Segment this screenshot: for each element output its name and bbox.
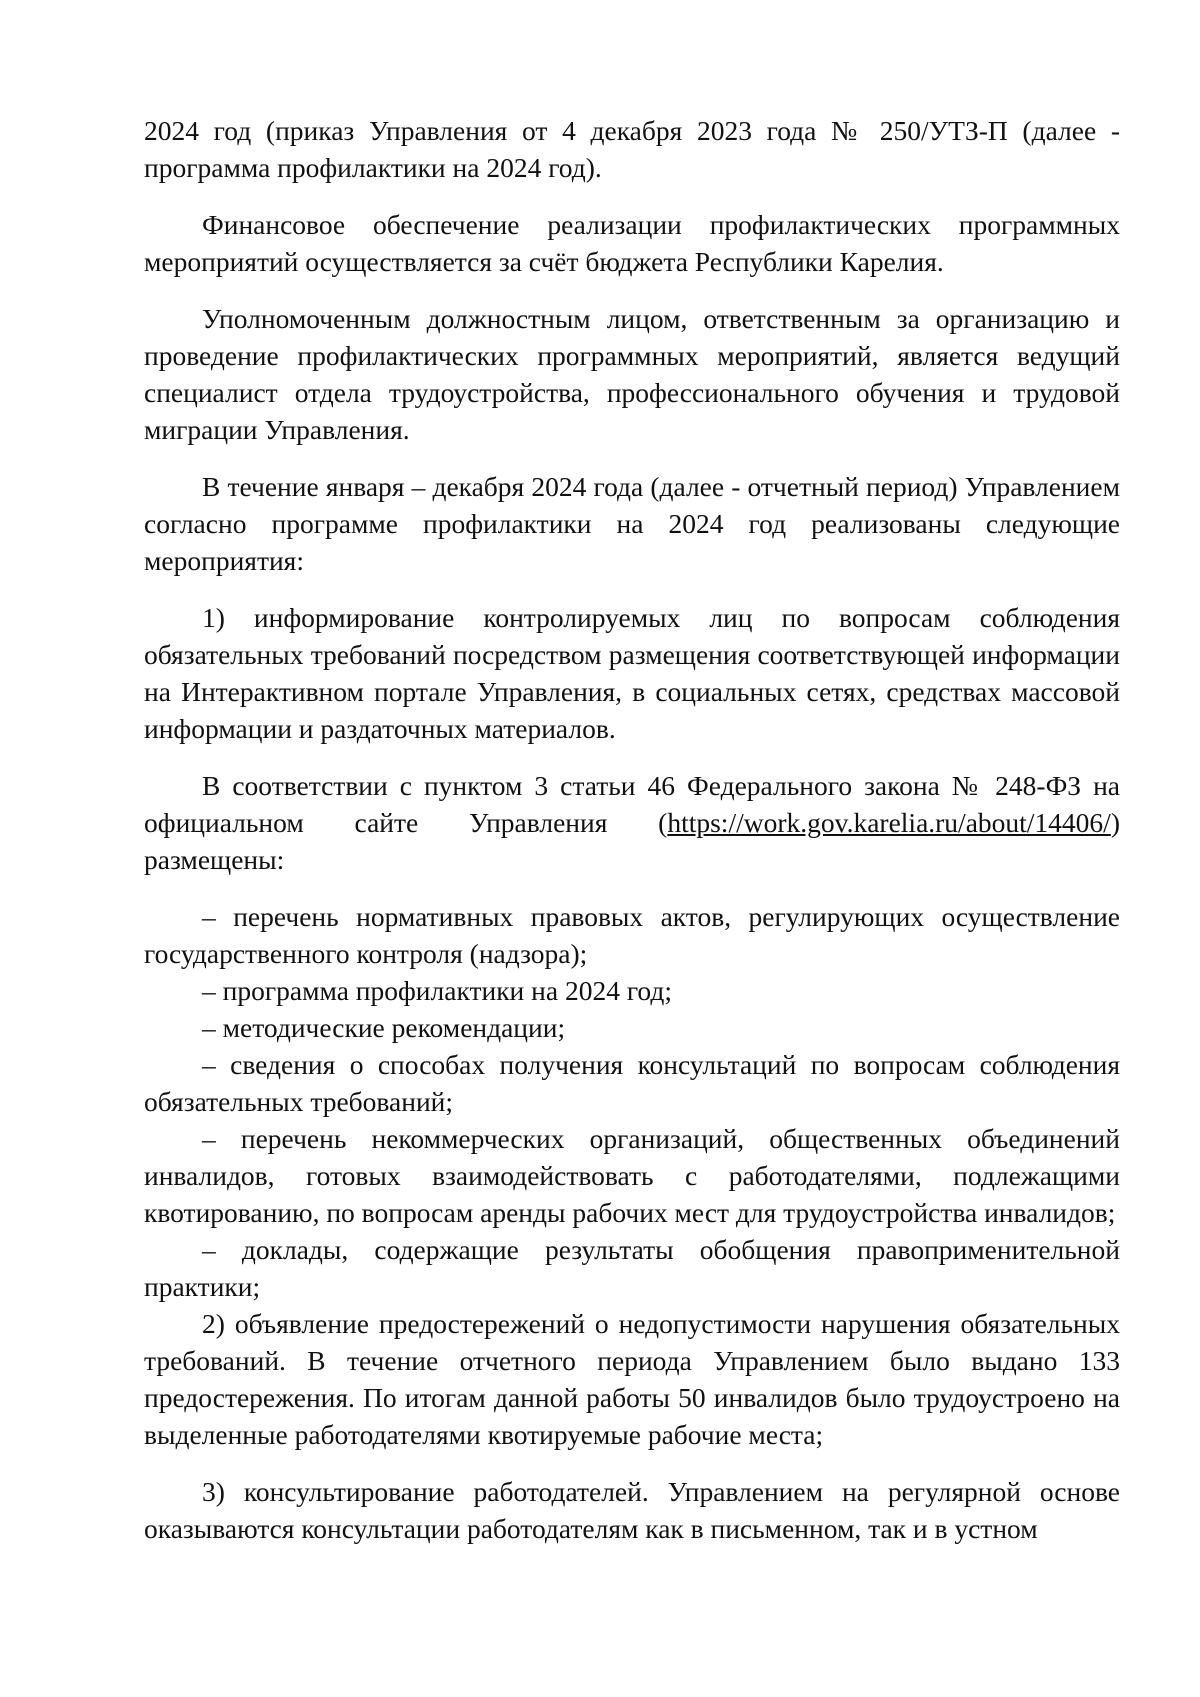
list-item: – программа профилактики на 2024 год; xyxy=(202,975,672,1006)
list-item: – перечень некоммерческих организаций, общественных объединений инвалидов, готовых взаимодействовать с работодателями, подлежащими квотированию, по вопросам аренды рабочих мест для трудоустройства инвалидов; xyxy=(144,1123,1120,1228)
paragraph-item-informing: 1) информирование контролируемых лиц по вопросам соблюдения обязательных требований посредством размещения соответствующей информации на Интерактивном портале Управления, в социальных сетях, средствах массовой информации и раздаточных материалов. xyxy=(144,602,1120,744)
paragraph-item-consulting: 3) консультирование работодателей. Управлением на регулярной основе оказываются консультации работодателям как в письменном, так и в устном xyxy=(144,1476,1120,1544)
list-item: – перечень нормативных правовых актов, регулирующих осуществление государственного контроля (надзора); xyxy=(144,901,1120,969)
website-text-after: ) размещены: xyxy=(144,807,1120,875)
list-item: – методические рекомендации; xyxy=(202,1012,566,1043)
list-item: – сведения о способах получения консультаций по вопросам соблюдения обязательных требований; xyxy=(144,1049,1120,1117)
paragraph-item-warnings: 2) объявление предостережений о недопустимости нарушения обязательных требований. В течение отчетного периода Управлением было выдано 133 предостережения. По итогам данной работы 50 инвалидов было трудоустроено на выделенные работодателями квотируемые рабочие места; xyxy=(144,1308,1120,1450)
paragraph-reporting-period: В течение января – декабря 2024 года (далее - отчетный период) Управлением согласно программе профилактики на 2024 год реализованы следующие мероприятия: xyxy=(144,471,1120,576)
paragraph-responsible-official: Уполномоченным должностным лицом, ответственным за организацию и проведение профилактических программных мероприятий, является ведущий специалист отдела трудоустройства, профессионального обучения и трудовой миграции Управления. xyxy=(144,303,1120,445)
website-text-before: В соответствии с пунктом 3 статьи 46 Федерального закона № 248-ФЗ на официальном сайте Управления ( xyxy=(144,770,1120,838)
list-item: – доклады, содержащие результаты обобщения правоприменительной практики; xyxy=(144,1234,1120,1302)
website-link[interactable]: https://work.gov.karelia.ru/about/14406/ xyxy=(667,807,1111,838)
paragraph-website-placement xyxy=(144,767,1120,878)
document-body xyxy=(144,112,1120,1547)
paragraph-program-reference: 2024 год (приказ Управления от 4 декабря 2023 года № 250/УТЗ-П (далее - программа профилактики на 2024 год). xyxy=(144,115,1120,183)
published-materials-list xyxy=(144,898,1120,1305)
paragraph-financing: Финансовое обеспечение реализации профилактических программных мероприятий осуществляется за счёт бюджета Республики Карелия. xyxy=(144,209,1120,277)
